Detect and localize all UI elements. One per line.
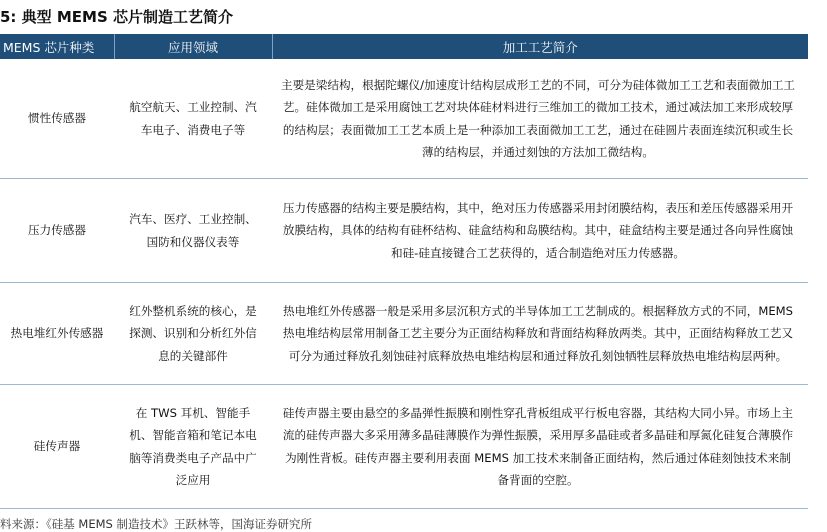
table-row	[0, 283, 808, 385]
chip-type-cell: 压力传感器	[0, 179, 114, 283]
header-application: 应用领域	[114, 34, 272, 59]
application-cell: 汽车、医疗、工业控制、国防和仪器仪表等	[114, 179, 272, 283]
process-cell: 主要是梁结构，根据陀螺仪/加速度计结构层成形工艺的不同，可分为硅体微加工工艺和表面微加工工艺。硅体微加工是采用腐蚀工艺对块体硅材料进行三维加工的微加工技术，通过减法加工来形成较厚的结构层；表面微加工工艺本质上是一种添加工表面微加工工艺，通过在硅圆片表面连续沉积或生长薄的结构层，并通过刻蚀的方法加工微结构。	[272, 59, 808, 179]
mems-process-table	[0, 34, 808, 509]
table-row	[0, 59, 808, 179]
header-chip-type: MEMS 芯片种类	[0, 34, 114, 59]
chip-type-cell: 硅传声器	[0, 385, 114, 509]
page-title: 5: 典型 MEMS 芯片制造工艺简介	[0, 8, 234, 26]
header-process: 加工工艺简介	[272, 34, 808, 59]
source-note: 料来源：《硅基 MEMS 制造技术》王跃林等，国海证券研究所	[0, 517, 312, 531]
chip-type-cell: 热电堆红外传感器	[0, 283, 114, 385]
application-cell: 在 TWS 耳机、智能手机、智能音箱和笔记本电脑等消费类电子产品中广泛应用	[114, 385, 272, 509]
chip-type-cell: 惯性传感器	[0, 59, 114, 179]
process-cell: 硅传声器主要由悬空的多晶弹性振膜和刚性穿孔背板组成平行板电容器，其结构大同小异。市场上主流的硅传声器大多采用薄多晶硅薄膜作为弹性振膜，采用厚多晶硅或者多晶硅和厚氮化硅复合薄膜作为刚性背板。硅传声器主要利用表面 MEMS 加工技术来制备正面结构，然后通过体硅刻蚀技术来制备背面的空腔。	[272, 385, 808, 509]
process-cell: 压力传感器的结构主要是膜结构，其中，绝对压力传感器采用封闭膜结构，表压和差压传感器采用开放膜结构，具体的结构有硅杯结构、硅盒结构和岛膜结构。其中，硅盒结构主要是通过各向异性腐蚀和硅-硅直接键合工艺获得的，适合制造绝对压力传感器。	[272, 179, 808, 283]
table-header-row	[0, 34, 808, 59]
application-cell: 航空航天、工业控制、汽车电子、消费电子等	[114, 59, 272, 179]
application-cell: 红外整机系统的核心，是探测、识别和分析红外信息的关键部件	[114, 283, 272, 385]
process-cell: 热电堆红外传感器一般是采用多层沉积方式的半导体加工工艺制成的。根据释放方式的不同，MEMS 热电堆结构层常用制备工艺主要分为正面结构释放和背面结构释放两类。其中，正面结构释放工艺又可分为通过释放孔刻蚀硅衬底释放热电堆结构层和通过释放孔刻蚀牺牲层释放热电堆结构层两种。	[272, 283, 808, 385]
table-row	[0, 385, 808, 509]
table-row	[0, 179, 808, 283]
